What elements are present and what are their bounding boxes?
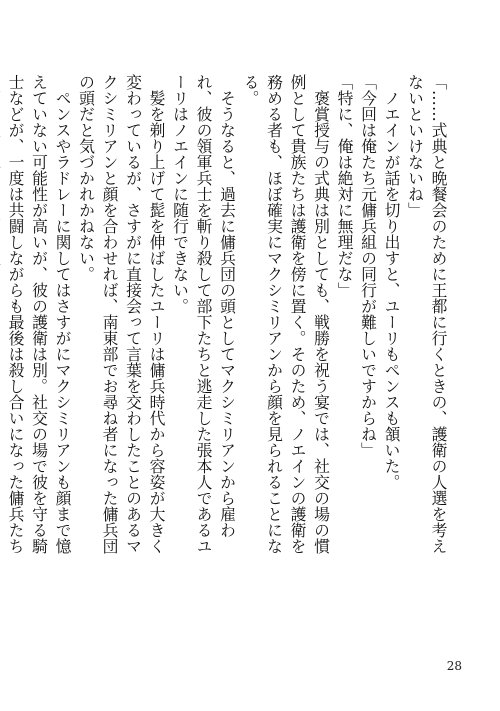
paragraph-line: ノエインが話を切り出すと、ユーリもペンスも頷いた。: [382, 74, 401, 490]
paragraph-line: 髪を剃り上げて髭を伸ばしたユーリは傭兵時代から容姿が大きく変わっているが、さすがに直接会って言葉を交わしたことのあるマクシミリアンと顔を合わせれば、南東部でお尋ね者になった傭兵団の頭だと気づかれかねない。: [76, 74, 166, 554]
paragraph-line: 「今回は俺たち元傭兵組の同行が難しいですからね」: [358, 74, 378, 458]
paragraph-line: ペンスやラドレーに関してはさすがにマクシミリアンも顔まで憶えていない可能性が高いが、彼の護衛は別。社交の場で彼を守る騎士などが、一度は共闘しながらも最後は殺し合いになった傭兵たち: [6, 74, 72, 554]
paragraph-line: そうなると、過去に傭兵団の頭としてマクシミリアンから雇われ、彼の領軍兵士を斬り殺して部下たちと逃走した張本人であるユーリはノエインに随行できない。: [170, 74, 237, 554]
paragraph-line: 「……式典と晩餐会のために王都に行くときの、護衛の人選を考えないといけないね」: [405, 74, 448, 554]
vertical-text-body: [6, 74, 450, 556]
page-number: 28: [446, 659, 462, 673]
paragraph-line: 「特に、俺は絶対に無理だな」: [335, 74, 354, 298]
paragraph-line: 褒賞授与の式典は別としても、戦勝を祝う宴では、社交の場の慣例として貴族たちは護衛を傍に置く。そのため、ノエインの護衛を務める者も、ほぼ確実にマクシミリアンから顔を見られることになる。: [241, 74, 331, 554]
